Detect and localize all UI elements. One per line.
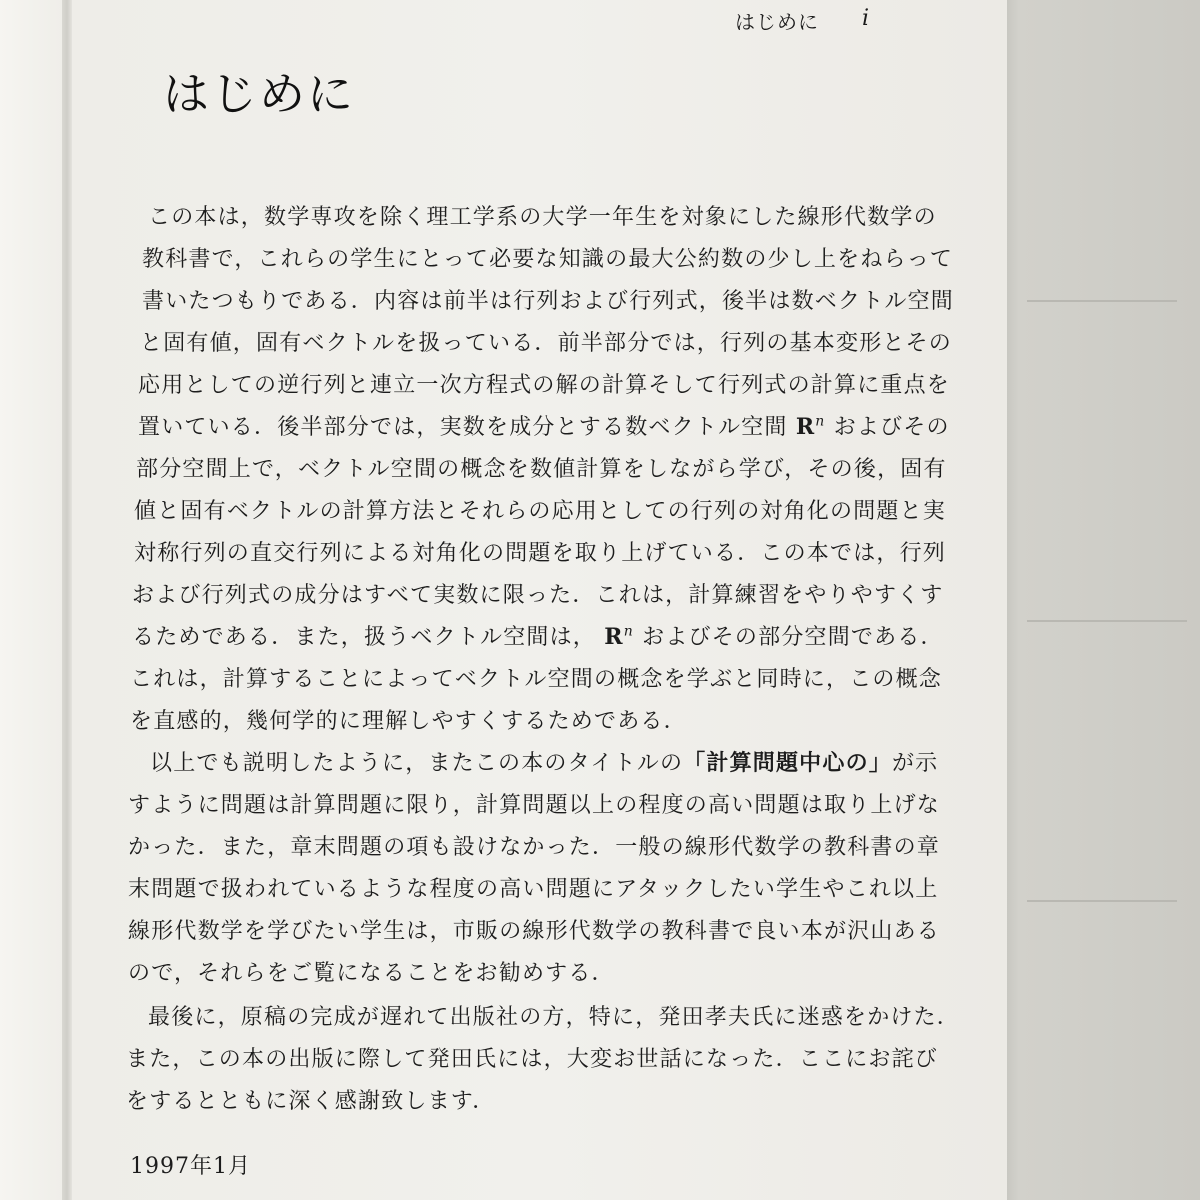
- paragraph-1-line-6: [138, 410, 950, 441]
- paragraph-3-line-2: また，この本の出版に際して発田氏には，大変お世話になった．ここにお詫び: [126, 1047, 939, 1072]
- line-11-tail: およびその部分空間である．: [642, 625, 944, 650]
- paragraph-3-line-1: 最後に，原稿の完成が遅れて出版社の方，特に，発田孝夫氏に迷惑をかけた．: [148, 1005, 961, 1030]
- book-title-emphasis: 「計算問題中心の」: [683, 751, 892, 776]
- paragraph-2-line-2: すように問題は計算問題に限り，計算問題以上の程度の高い問題は取り上げな: [128, 793, 941, 818]
- paragraph-1-line-12: これは，計算することによってベクトル空間の概念を学ぶと同時に，この概念: [130, 667, 943, 692]
- paragraph-2-line-6: ので，それらをご覧になることをお勧めする．: [128, 961, 615, 986]
- page-stack-edge: [1007, 0, 1200, 1200]
- math-space-symbol: $R^n$: [795, 413, 826, 440]
- paragraph-1-line-2: 教科書で，これらの学生にとって必要な知識の最大公約数の少し上をねらって: [142, 247, 954, 272]
- paragraph-3-line-3: をするとともに深く感謝致します．: [126, 1089, 496, 1114]
- paragraph-1-line-7: 部分空間上で，ベクトル空間の概念を数値計算をしながら学び，その後，固有: [136, 457, 947, 482]
- previous-page-edge: [0, 0, 62, 1200]
- paragraph-1-line-11: [132, 620, 944, 651]
- line-text: 以上でも説明したように，またこの本のタイトルの: [150, 751, 684, 776]
- paragraph-1-line-13: を直感的，幾何学的に理解しやすくするためである．: [130, 709, 687, 734]
- paragraph-2-line-3: かった．また，章末問題の項も設けなかった．一般の線形代数学の教科書の章: [128, 835, 941, 860]
- chapter-title: はじめに: [163, 67, 355, 121]
- paragraph-1-line-3: 書いたつもりである．内容は前半は行列および行列式，後半は数ベクトル空間: [142, 289, 955, 314]
- math-space-symbol-2: $R^n$: [604, 623, 634, 650]
- paragraph-1-line-4: と固有値，固有ベクトルを扱っている．前半部分では，行列の基本変形とその: [140, 331, 953, 356]
- preface-date: 1997年1月: [130, 1154, 251, 1179]
- line-tail: が示: [891, 751, 939, 776]
- line-6-text: 置いている．後半部分では，実数を成分とする数ベクトル空間: [138, 415, 788, 440]
- paragraph-1-line-9: 対称行列の直交行列による対角化の問題を取り上げている．この本では，行列: [134, 541, 947, 566]
- paragraph-1-line-10: および行列式の成分はすべて実数に限った．これは，計算練習をやりやすくす: [132, 583, 944, 608]
- paragraph-2-line-4: 末問題で扱われているような程度の高い問題にアタックしたい学生やこれ以上: [128, 877, 939, 902]
- book-gutter: [62, 0, 72, 1200]
- line-6-tail: およびその: [833, 415, 950, 440]
- paragraph-2-line-1: [150, 746, 938, 777]
- paragraph-1-line-1: この本は，数学専攻を除く理工学系の大学一年生を対象にした線形代数学の: [148, 205, 937, 230]
- paragraph-1-line-8: 値と固有ベクトルの計算方法とそれらの応用としての行列の対角化の問題と実: [134, 499, 947, 524]
- paragraph-2-line-5: 線形代数学を学びたい学生は，市販の線形代数学の教科書で良い本が沢山ある: [128, 919, 941, 944]
- paragraph-1-line-5: 応用としての逆行列と連立一次方程式の解の計算そして行列式の計算に重点を: [138, 373, 951, 398]
- line-11-text: るためである．また，扱うベクトル空間は，: [132, 625, 597, 650]
- running-header: はじめに: [735, 10, 819, 34]
- page-number: i: [862, 6, 870, 31]
